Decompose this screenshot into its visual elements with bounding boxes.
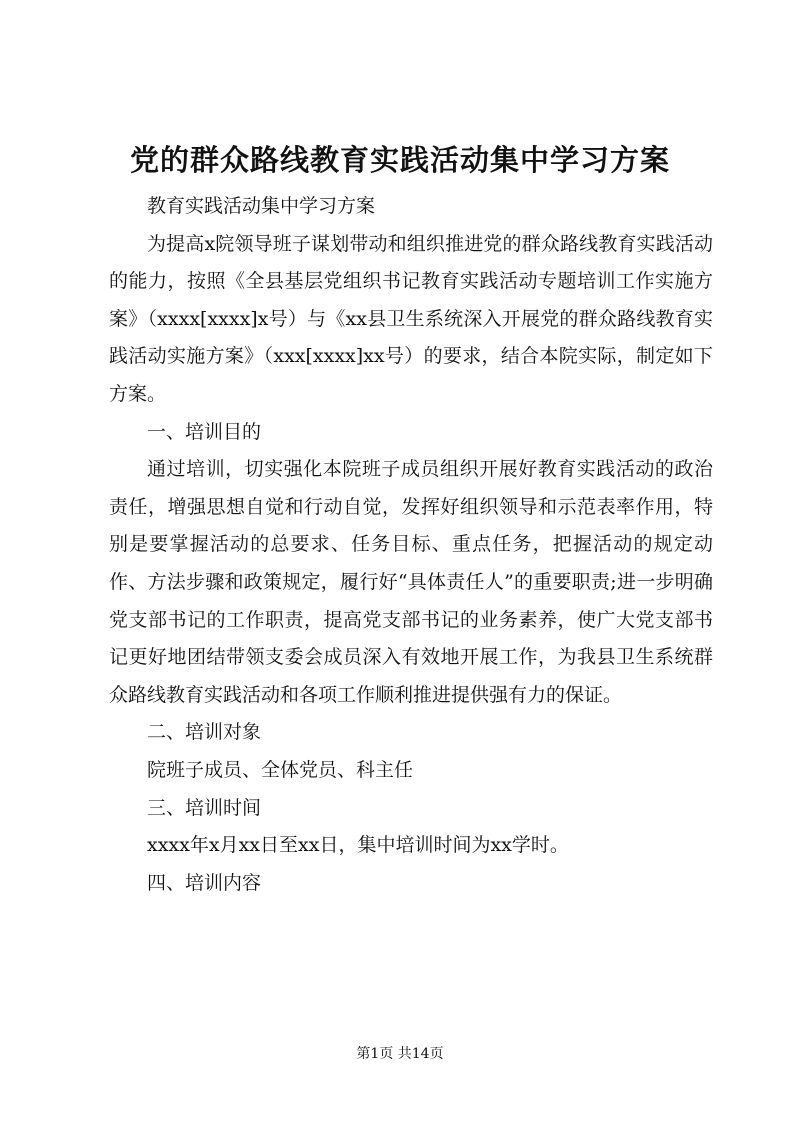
heading-training-purpose: 一、培训目的 (147, 420, 262, 443)
heading-training-content: 四、培训内容 (147, 871, 262, 894)
page-number-footer: 第1页 共14页 (356, 1046, 444, 1062)
paragraph-intro: 为提高x院领导班子谋划带动和组织推进党的群众路线教育实践活动的能力，按照《全县基层党组织书记教育实践活动专题培训工作实施方案》（xxxx[xxxx]x号）与《xx县卫生系统深入开展党的群众路线教育实践活动实施方案》（xxx[xxxx]xx号）的要求，结合本院实际，制定如下方案。 (109, 232, 713, 405)
heading-training-targets: 二、培训对象 (147, 721, 262, 744)
document-body (109, 188, 713, 902)
paragraph-training-targets: 院班子成员、全体党员、科主任 (147, 758, 414, 781)
paragraph-training-time: xxxx年x月xx日至xx日，集中培训时间为xx学时。 (147, 834, 569, 857)
paragraph-training-purpose: 通过培训，切实强化本院班子成员组织开展好教育实践活动的政治责任，增强思想自觉和行动自觉，发挥好组织领导和示范表率作用，特别是要掌握活动的总要求、任务目标、重点任务，把握活动的规定动作、方法步骤和政策规定，履行好“具体责任人”的重要职责;进一步明确党支部书记的工作职责，提高党支部书记的业务素养，使广大党支部书记更好地团结带领支委会成员深入有效地开展工作，为我县卫生系统群众路线教育实践活动和各项工作顺利推进提供强有力的保证。 (109, 458, 713, 706)
document-title: 党的群众路线教育实践活动集中学习方案 (129, 143, 670, 177)
paragraph-subtitle: 教育实践活动集中学习方案 (147, 195, 376, 217)
heading-training-time: 三、培训时间 (147, 796, 262, 819)
